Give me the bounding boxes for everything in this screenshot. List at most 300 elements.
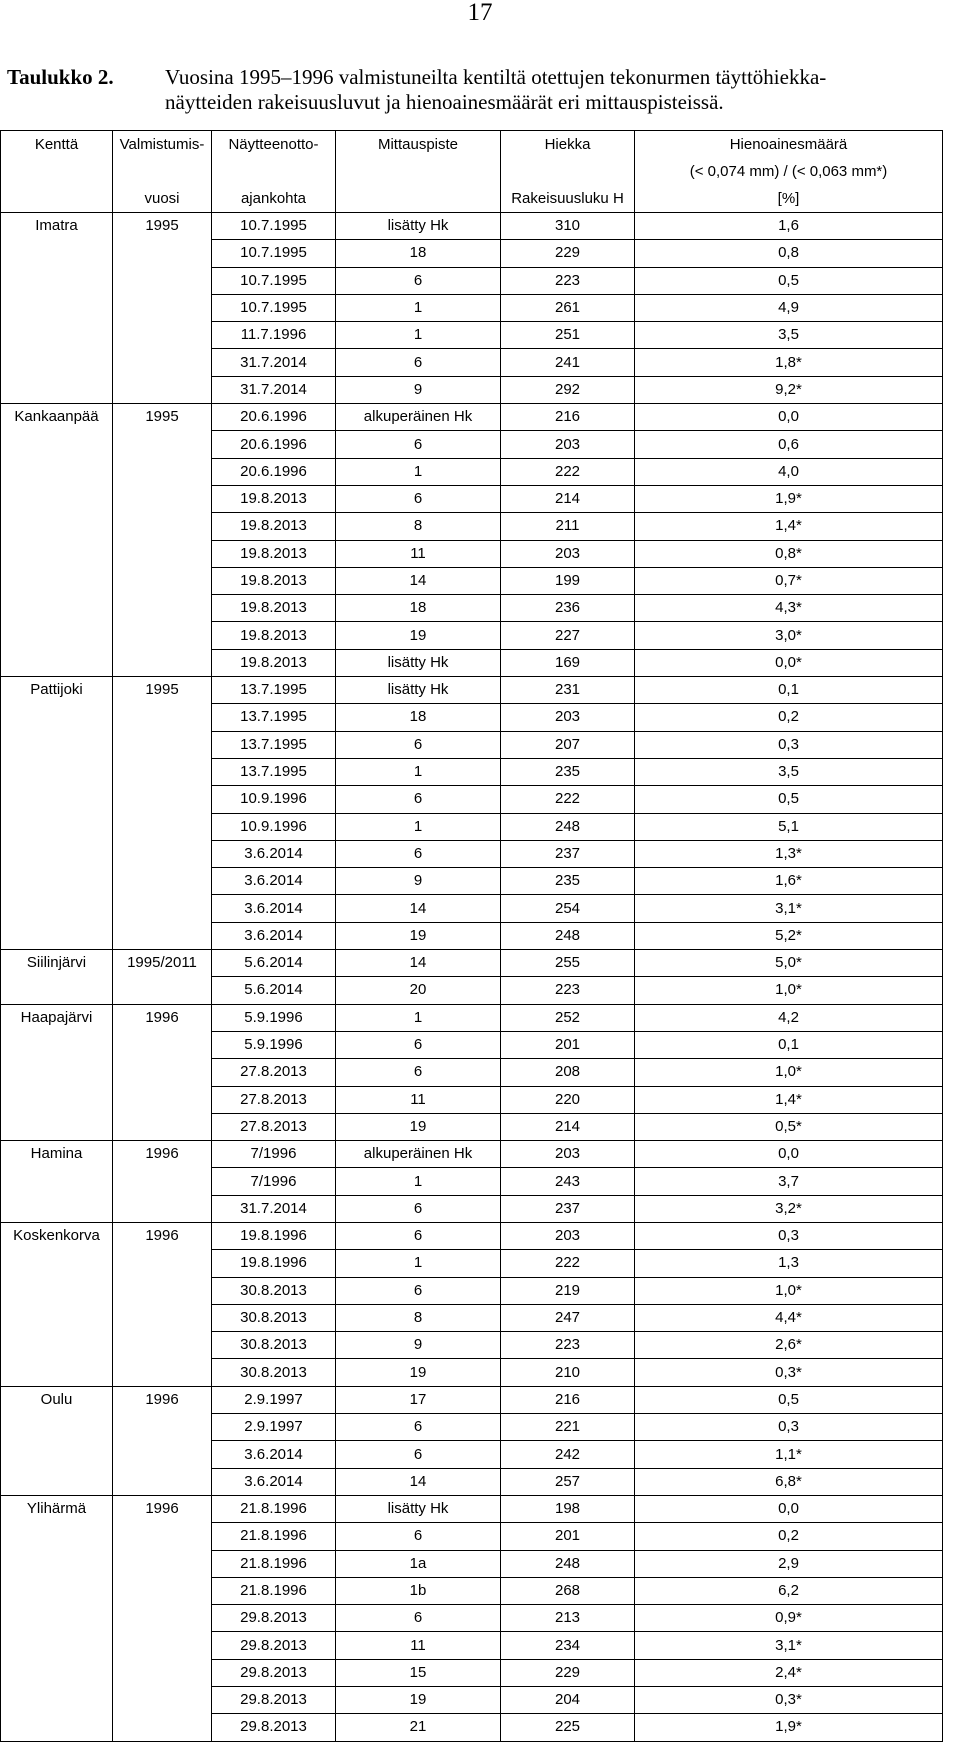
fines-value-cell: 0,6 xyxy=(635,431,943,458)
sample-date-cell: 10.9.1996 xyxy=(212,813,336,840)
sand-value-cell: 201 xyxy=(501,1031,635,1058)
field-cell xyxy=(1,1332,113,1359)
table-row xyxy=(1,1495,943,1522)
fines-value-cell: 9,2* xyxy=(635,376,943,403)
sample-date-cell: 19.8.2013 xyxy=(212,622,336,649)
sand-value-cell: 214 xyxy=(501,485,635,512)
fines-value-cell: 0,5 xyxy=(635,786,943,813)
fines-value-cell: 5,1 xyxy=(635,813,943,840)
year-cell: 1996 xyxy=(113,1386,212,1413)
table-row xyxy=(1,322,943,349)
field-cell xyxy=(1,1195,113,1222)
measurement-point-cell: lisätty Hk xyxy=(336,677,501,704)
field-cell xyxy=(1,895,113,922)
header-sand-2: Rakeisuusluku H xyxy=(501,185,635,213)
sample-date-cell: 29.8.2013 xyxy=(212,1714,336,1741)
year-cell xyxy=(113,1031,212,1058)
table-row xyxy=(1,540,943,567)
fines-value-cell: 1,1* xyxy=(635,1441,943,1468)
table-row xyxy=(1,1141,943,1168)
field-cell: Pattijoki xyxy=(1,677,113,704)
measurement-point-cell: 1 xyxy=(336,1250,501,1277)
table-row xyxy=(1,786,943,813)
sample-date-cell: 10.7.1995 xyxy=(212,240,336,267)
field-cell xyxy=(1,622,113,649)
field-cell xyxy=(1,294,113,321)
measurement-point-cell: 8 xyxy=(336,1304,501,1331)
field-cell xyxy=(1,1304,113,1331)
fines-value-cell: 3,1* xyxy=(635,1632,943,1659)
sand-value-cell: 234 xyxy=(501,1632,635,1659)
year-cell: 1995/2011 xyxy=(113,950,212,977)
table-body xyxy=(1,213,943,1742)
measurement-point-cell: 18 xyxy=(336,595,501,622)
table-row xyxy=(1,922,943,949)
table-row xyxy=(1,677,943,704)
sample-date-cell: 3.6.2014 xyxy=(212,1441,336,1468)
year-cell xyxy=(113,1195,212,1222)
table-row xyxy=(1,758,943,785)
measurement-point-cell: 17 xyxy=(336,1386,501,1413)
table-row xyxy=(1,731,943,758)
sand-value-cell: 242 xyxy=(501,1441,635,1468)
measurement-point-cell: 8 xyxy=(336,513,501,540)
table-row xyxy=(1,267,943,294)
measurement-point-cell: 19 xyxy=(336,1113,501,1140)
fines-value-cell: 0,3* xyxy=(635,1687,943,1714)
sand-value-cell: 243 xyxy=(501,1168,635,1195)
fines-value-cell: 0,5 xyxy=(635,267,943,294)
field-cell xyxy=(1,977,113,1004)
sand-value-cell: 214 xyxy=(501,1113,635,1140)
year-cell: 1996 xyxy=(113,1004,212,1031)
header-blank xyxy=(113,158,212,185)
measurement-point-cell: 19 xyxy=(336,922,501,949)
measurement-point-cell: 11 xyxy=(336,540,501,567)
year-cell xyxy=(113,431,212,458)
measurement-point-cell: 1 xyxy=(336,322,501,349)
year-cell: 1996 xyxy=(113,1495,212,1522)
fines-value-cell: 0,3 xyxy=(635,1222,943,1249)
fines-value-cell: 1,0* xyxy=(635,1277,943,1304)
field-cell xyxy=(1,540,113,567)
year-cell xyxy=(113,622,212,649)
fines-value-cell: 3,2* xyxy=(635,1195,943,1222)
table-row xyxy=(1,1523,943,1550)
fines-value-cell: 1,9* xyxy=(635,485,943,512)
sand-value-cell: 220 xyxy=(501,1086,635,1113)
sand-value-cell: 236 xyxy=(501,595,635,622)
field-cell xyxy=(1,1113,113,1140)
field-cell xyxy=(1,840,113,867)
field-cell xyxy=(1,1414,113,1441)
sand-value-cell: 261 xyxy=(501,294,635,321)
fines-value-cell: 2,6* xyxy=(635,1332,943,1359)
measurement-point-cell: 1 xyxy=(336,458,501,485)
sample-date-cell: 31.7.2014 xyxy=(212,349,336,376)
measurement-point-cell: 6 xyxy=(336,1523,501,1550)
sand-value-cell: 248 xyxy=(501,813,635,840)
sand-value-cell: 201 xyxy=(501,1523,635,1550)
sample-date-cell: 10.9.1996 xyxy=(212,786,336,813)
sample-date-cell: 30.8.2013 xyxy=(212,1304,336,1331)
table-row xyxy=(1,404,943,431)
field-cell xyxy=(1,595,113,622)
sand-value-cell: 216 xyxy=(501,404,635,431)
fines-value-cell: 0,2 xyxy=(635,1523,943,1550)
table-row xyxy=(1,1359,943,1386)
fines-value-cell: 0,5 xyxy=(635,1386,943,1413)
field-cell xyxy=(1,1059,113,1086)
year-cell: 1995 xyxy=(113,677,212,704)
header-blank xyxy=(336,185,501,213)
field-cell xyxy=(1,513,113,540)
year-cell xyxy=(113,649,212,676)
measurement-point-cell: 1 xyxy=(336,813,501,840)
field-cell xyxy=(1,1632,113,1659)
measurement-point-cell: 19 xyxy=(336,1359,501,1386)
year-cell xyxy=(113,240,212,267)
table-row xyxy=(1,895,943,922)
year-cell xyxy=(113,840,212,867)
table-row xyxy=(1,1468,943,1495)
fines-value-cell: 5,0* xyxy=(635,950,943,977)
sample-date-cell: 3.6.2014 xyxy=(212,868,336,895)
fines-value-cell: 4,2 xyxy=(635,1004,943,1031)
table-row xyxy=(1,1004,943,1031)
fines-value-cell: 0,2 xyxy=(635,704,943,731)
table-row xyxy=(1,595,943,622)
field-cell xyxy=(1,1250,113,1277)
fines-value-cell: 4,0 xyxy=(635,458,943,485)
header-fines-unit: [%] xyxy=(635,185,943,213)
measurement-point-cell: 15 xyxy=(336,1659,501,1686)
field-cell: Haapajärvi xyxy=(1,1004,113,1031)
fines-value-cell: 1,4* xyxy=(635,1086,943,1113)
year-cell xyxy=(113,977,212,1004)
field-cell xyxy=(1,567,113,594)
page-number: 17 xyxy=(467,0,493,26)
measurement-point-cell: 6 xyxy=(336,1441,501,1468)
fines-value-cell: 3,1* xyxy=(635,895,943,922)
field-cell xyxy=(1,1605,113,1632)
sand-value-cell: 204 xyxy=(501,1687,635,1714)
measurement-point-cell: 21 xyxy=(336,1714,501,1741)
field-cell xyxy=(1,1523,113,1550)
table-row xyxy=(1,1277,943,1304)
sand-value-cell: 219 xyxy=(501,1277,635,1304)
fines-value-cell: 1,3* xyxy=(635,840,943,867)
measurement-point-cell: 14 xyxy=(336,567,501,594)
sample-date-cell: 3.6.2014 xyxy=(212,840,336,867)
sand-value-cell: 255 xyxy=(501,950,635,977)
year-cell xyxy=(113,1441,212,1468)
measurement-point-cell: 18 xyxy=(336,704,501,731)
measurement-point-cell: alkuperäinen Hk xyxy=(336,404,501,431)
year-cell xyxy=(113,567,212,594)
field-cell xyxy=(1,649,113,676)
sample-date-cell: 13.7.1995 xyxy=(212,731,336,758)
field-cell xyxy=(1,1659,113,1686)
sand-value-cell: 254 xyxy=(501,895,635,922)
table-row xyxy=(1,213,943,240)
fines-value-cell: 0,5* xyxy=(635,1113,943,1140)
table-row xyxy=(1,513,943,540)
year-cell xyxy=(113,1168,212,1195)
field-cell xyxy=(1,431,113,458)
measurement-point-cell: 11 xyxy=(336,1086,501,1113)
year-cell: 1995 xyxy=(113,404,212,431)
sand-value-cell: 225 xyxy=(501,1714,635,1741)
field-cell xyxy=(1,1468,113,1495)
year-cell xyxy=(113,1687,212,1714)
fines-value-cell: 1,6 xyxy=(635,213,943,240)
measurement-point-cell: 20 xyxy=(336,977,501,1004)
year-cell: 1996 xyxy=(113,1222,212,1249)
year-cell xyxy=(113,1523,212,1550)
sample-date-cell: 21.8.1996 xyxy=(212,1495,336,1522)
sample-date-cell: 13.7.1995 xyxy=(212,704,336,731)
measurement-point-cell: 1 xyxy=(336,294,501,321)
measurement-point-cell: 6 xyxy=(336,786,501,813)
sample-date-cell: 10.7.1995 xyxy=(212,294,336,321)
field-cell: Hamina xyxy=(1,1141,113,1168)
field-cell xyxy=(1,704,113,731)
year-cell xyxy=(113,1414,212,1441)
sample-date-cell: 10.7.1995 xyxy=(212,267,336,294)
year-cell xyxy=(113,731,212,758)
sample-date-cell: 21.8.1996 xyxy=(212,1577,336,1604)
table-row xyxy=(1,977,943,1004)
fines-value-cell: 0,0 xyxy=(635,1141,943,1168)
table-row xyxy=(1,1687,943,1714)
measurement-point-cell: 9 xyxy=(336,376,501,403)
table-row xyxy=(1,1168,943,1195)
measurement-point-cell: 1a xyxy=(336,1550,501,1577)
year-cell xyxy=(113,895,212,922)
year-cell xyxy=(113,1577,212,1604)
measurement-point-cell: 6 xyxy=(336,485,501,512)
sand-value-cell: 235 xyxy=(501,758,635,785)
year-cell xyxy=(113,376,212,403)
fines-value-cell: 4,4* xyxy=(635,1304,943,1331)
measurement-point-cell: 6 xyxy=(336,431,501,458)
sample-date-cell: 2.9.1997 xyxy=(212,1414,336,1441)
field-cell: Koskenkorva xyxy=(1,1222,113,1249)
table-row xyxy=(1,649,943,676)
sand-value-cell: 229 xyxy=(501,1659,635,1686)
table-row xyxy=(1,840,943,867)
field-cell xyxy=(1,485,113,512)
sample-date-cell: 30.8.2013 xyxy=(212,1332,336,1359)
field-cell xyxy=(1,458,113,485)
measurement-point-cell: 19 xyxy=(336,1687,501,1714)
fines-value-cell: 2,4* xyxy=(635,1659,943,1686)
fines-value-cell: 1,3 xyxy=(635,1250,943,1277)
table-row xyxy=(1,376,943,403)
year-cell xyxy=(113,1304,212,1331)
header-year-2: vuosi xyxy=(113,185,212,213)
sample-date-cell: 5.6.2014 xyxy=(212,977,336,1004)
sand-value-cell: 235 xyxy=(501,868,635,895)
header-sample-time: Näytteenotto- xyxy=(212,131,336,159)
fines-value-cell: 3,7 xyxy=(635,1168,943,1195)
table-row xyxy=(1,868,943,895)
measurement-point-cell: 9 xyxy=(336,1332,501,1359)
fines-value-cell: 0,0 xyxy=(635,1495,943,1522)
measurement-point-cell: lisätty Hk xyxy=(336,213,501,240)
sample-date-cell: 19.8.2013 xyxy=(212,485,336,512)
year-cell xyxy=(113,1059,212,1086)
header-year: Valmistumis- xyxy=(113,131,212,159)
sample-date-cell: 31.7.2014 xyxy=(212,1195,336,1222)
year-cell xyxy=(113,1468,212,1495)
sand-value-cell: 203 xyxy=(501,1141,635,1168)
fines-value-cell: 1,8* xyxy=(635,349,943,376)
field-cell xyxy=(1,922,113,949)
table-row xyxy=(1,1550,943,1577)
sample-date-cell: 19.8.2013 xyxy=(212,595,336,622)
sample-date-cell: 13.7.1995 xyxy=(212,758,336,785)
sand-value-cell: 199 xyxy=(501,567,635,594)
sample-date-cell: 27.8.2013 xyxy=(212,1113,336,1140)
sample-date-cell: 19.8.2013 xyxy=(212,540,336,567)
sand-value-cell: 203 xyxy=(501,704,635,731)
sample-date-cell: 5.9.1996 xyxy=(212,1031,336,1058)
measurement-point-cell: 6 xyxy=(336,1195,501,1222)
year-cell xyxy=(113,1332,212,1359)
year-cell xyxy=(113,595,212,622)
year-cell xyxy=(113,513,212,540)
sand-value-cell: 216 xyxy=(501,1386,635,1413)
sample-date-cell: 29.8.2013 xyxy=(212,1659,336,1686)
measurement-point-cell: 6 xyxy=(336,1059,501,1086)
table-row xyxy=(1,431,943,458)
year-cell xyxy=(113,294,212,321)
measurement-point-cell: 6 xyxy=(336,1222,501,1249)
year-cell: 1995 xyxy=(113,213,212,240)
year-cell xyxy=(113,458,212,485)
year-cell: 1996 xyxy=(113,1141,212,1168)
sand-value-cell: 237 xyxy=(501,1195,635,1222)
year-cell xyxy=(113,758,212,785)
fines-value-cell: 1,0* xyxy=(635,977,943,1004)
measurement-point-cell: 1 xyxy=(336,1004,501,1031)
year-cell xyxy=(113,1250,212,1277)
header-blank xyxy=(1,158,113,185)
table-row xyxy=(1,1659,943,1686)
fines-value-cell: 0,3 xyxy=(635,1414,943,1441)
field-cell xyxy=(1,1031,113,1058)
sample-date-cell: 29.8.2013 xyxy=(212,1632,336,1659)
table-row xyxy=(1,1086,943,1113)
sand-value-cell: 203 xyxy=(501,540,635,567)
sand-value-cell: 227 xyxy=(501,622,635,649)
sand-value-cell: 211 xyxy=(501,513,635,540)
field-cell xyxy=(1,731,113,758)
table-row xyxy=(1,1304,943,1331)
sand-value-cell: 268 xyxy=(501,1577,635,1604)
field-cell xyxy=(1,1277,113,1304)
table-row xyxy=(1,485,943,512)
field-cell xyxy=(1,868,113,895)
caption-label: Taulukko 2. xyxy=(7,65,114,89)
measurement-point-cell: alkuperäinen Hk xyxy=(336,1141,501,1168)
fines-value-cell: 3,5 xyxy=(635,758,943,785)
measurement-point-cell: 6 xyxy=(336,1605,501,1632)
measurement-point-cell: 14 xyxy=(336,895,501,922)
sample-date-cell: 19.8.1996 xyxy=(212,1250,336,1277)
field-cell: Kankaanpää xyxy=(1,404,113,431)
table-row xyxy=(1,1059,943,1086)
field-cell: Ylihärmä xyxy=(1,1495,113,1522)
table-row xyxy=(1,240,943,267)
table-row xyxy=(1,1222,943,1249)
sand-value-cell: 257 xyxy=(501,1468,635,1495)
field-cell xyxy=(1,240,113,267)
table-row xyxy=(1,1332,943,1359)
header-sample-time-2: ajankohta xyxy=(212,185,336,213)
table-header xyxy=(1,131,943,213)
sand-value-cell: 251 xyxy=(501,322,635,349)
field-cell xyxy=(1,1550,113,1577)
field-cell: Imatra xyxy=(1,213,113,240)
fines-value-cell: 0,1 xyxy=(635,677,943,704)
sand-value-cell: 207 xyxy=(501,731,635,758)
sand-value-cell: 198 xyxy=(501,1495,635,1522)
sample-date-cell: 3.6.2014 xyxy=(212,895,336,922)
sample-date-cell: 30.8.2013 xyxy=(212,1277,336,1304)
field-cell: Oulu xyxy=(1,1386,113,1413)
sand-value-cell: 210 xyxy=(501,1359,635,1386)
year-cell xyxy=(113,786,212,813)
sand-value-cell: 208 xyxy=(501,1059,635,1086)
header-blank xyxy=(1,185,113,213)
table-row xyxy=(1,1714,943,1741)
fines-value-cell: 1,6* xyxy=(635,868,943,895)
field-cell: Siilinjärvi xyxy=(1,950,113,977)
table-row xyxy=(1,1414,943,1441)
sample-date-cell: 20.6.1996 xyxy=(212,431,336,458)
table-row xyxy=(1,349,943,376)
sample-date-cell: 21.8.1996 xyxy=(212,1523,336,1550)
sand-value-cell: 248 xyxy=(501,1550,635,1577)
fines-value-cell: 4,9 xyxy=(635,294,943,321)
measurement-point-cell: 11 xyxy=(336,1632,501,1659)
header-sand: Hiekka xyxy=(501,131,635,159)
sand-value-cell: 252 xyxy=(501,1004,635,1031)
sand-value-cell: 223 xyxy=(501,1332,635,1359)
table-row xyxy=(1,1250,943,1277)
field-cell xyxy=(1,267,113,294)
year-cell xyxy=(113,1086,212,1113)
measurement-point-cell: 6 xyxy=(336,1031,501,1058)
field-cell xyxy=(1,813,113,840)
sample-date-cell: 3.6.2014 xyxy=(212,922,336,949)
sample-date-cell: 5.9.1996 xyxy=(212,1004,336,1031)
field-cell xyxy=(1,1577,113,1604)
sample-date-cell: 19.8.2013 xyxy=(212,567,336,594)
year-cell xyxy=(113,1113,212,1140)
sample-date-cell: 31.7.2014 xyxy=(212,376,336,403)
field-cell xyxy=(1,758,113,785)
fines-value-cell: 6,2 xyxy=(635,1577,943,1604)
sample-date-cell: 3.6.2014 xyxy=(212,1468,336,1495)
sample-date-cell: 20.6.1996 xyxy=(212,458,336,485)
sample-date-cell: 19.8.1996 xyxy=(212,1222,336,1249)
sand-value-cell: 222 xyxy=(501,458,635,485)
sand-value-cell: 237 xyxy=(501,840,635,867)
